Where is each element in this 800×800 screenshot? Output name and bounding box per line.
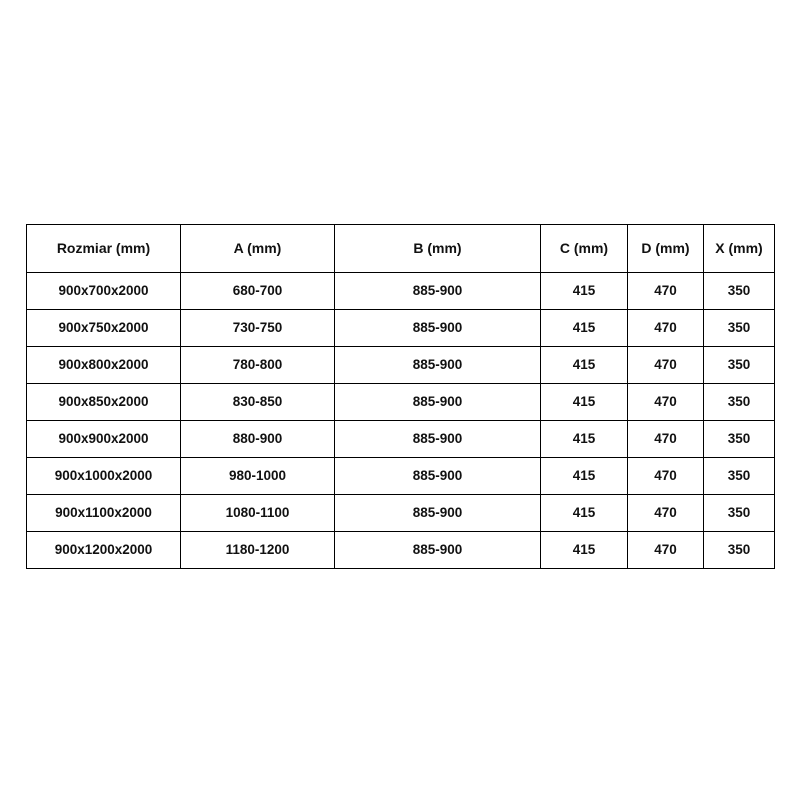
cell-size: 900x700x2000	[27, 273, 181, 310]
cell-size: 900x900x2000	[27, 421, 181, 458]
cell-size: 900x850x2000	[27, 384, 181, 421]
table-row	[27, 310, 775, 347]
cell-c: 415	[541, 532, 628, 569]
cell-b: 885-900	[335, 458, 541, 495]
cell-a: 880-900	[181, 421, 335, 458]
cell-a: 980-1000	[181, 458, 335, 495]
table-row	[27, 495, 775, 532]
cell-d: 470	[628, 273, 704, 310]
cell-a: 780-800	[181, 347, 335, 384]
cell-b: 885-900	[335, 495, 541, 532]
column-header-b: B (mm)	[335, 225, 541, 273]
cell-d: 470	[628, 421, 704, 458]
cell-d: 470	[628, 458, 704, 495]
cell-b: 885-900	[335, 384, 541, 421]
cell-b: 885-900	[335, 421, 541, 458]
table-row	[27, 384, 775, 421]
cell-c: 415	[541, 347, 628, 384]
cell-x: 350	[704, 458, 775, 495]
cell-size: 900x1100x2000	[27, 495, 181, 532]
cell-b: 885-900	[335, 347, 541, 384]
cell-b: 885-900	[335, 273, 541, 310]
cell-b: 885-900	[335, 310, 541, 347]
cell-d: 470	[628, 495, 704, 532]
table-row	[27, 421, 775, 458]
cell-c: 415	[541, 458, 628, 495]
cell-a: 1080-1100	[181, 495, 335, 532]
dimensions-table	[26, 224, 775, 569]
cell-d: 470	[628, 310, 704, 347]
cell-a: 1180-1200	[181, 532, 335, 569]
cell-a: 680-700	[181, 273, 335, 310]
cell-d: 470	[628, 384, 704, 421]
table-header	[27, 225, 775, 273]
cell-size: 900x1200x2000	[27, 532, 181, 569]
column-header-size: Rozmiar (mm)	[27, 225, 181, 273]
table-row	[27, 273, 775, 310]
table-header-row	[27, 225, 775, 273]
cell-c: 415	[541, 421, 628, 458]
column-header-c: C (mm)	[541, 225, 628, 273]
cell-x: 350	[704, 310, 775, 347]
cell-x: 350	[704, 532, 775, 569]
table-row	[27, 458, 775, 495]
cell-x: 350	[704, 421, 775, 458]
cell-d: 470	[628, 347, 704, 384]
spec-table-container	[26, 224, 774, 569]
cell-d: 470	[628, 532, 704, 569]
column-header-a: A (mm)	[181, 225, 335, 273]
cell-c: 415	[541, 273, 628, 310]
cell-x: 350	[704, 347, 775, 384]
cell-x: 350	[704, 384, 775, 421]
column-header-d: D (mm)	[628, 225, 704, 273]
cell-x: 350	[704, 495, 775, 532]
table-row	[27, 532, 775, 569]
cell-b: 885-900	[335, 532, 541, 569]
cell-x: 350	[704, 273, 775, 310]
table-row	[27, 347, 775, 384]
cell-c: 415	[541, 310, 628, 347]
cell-c: 415	[541, 384, 628, 421]
cell-size: 900x1000x2000	[27, 458, 181, 495]
column-header-x: X (mm)	[704, 225, 775, 273]
table-body	[27, 273, 775, 569]
cell-a: 830-850	[181, 384, 335, 421]
cell-size: 900x750x2000	[27, 310, 181, 347]
cell-size: 900x800x2000	[27, 347, 181, 384]
cell-a: 730-750	[181, 310, 335, 347]
cell-c: 415	[541, 495, 628, 532]
